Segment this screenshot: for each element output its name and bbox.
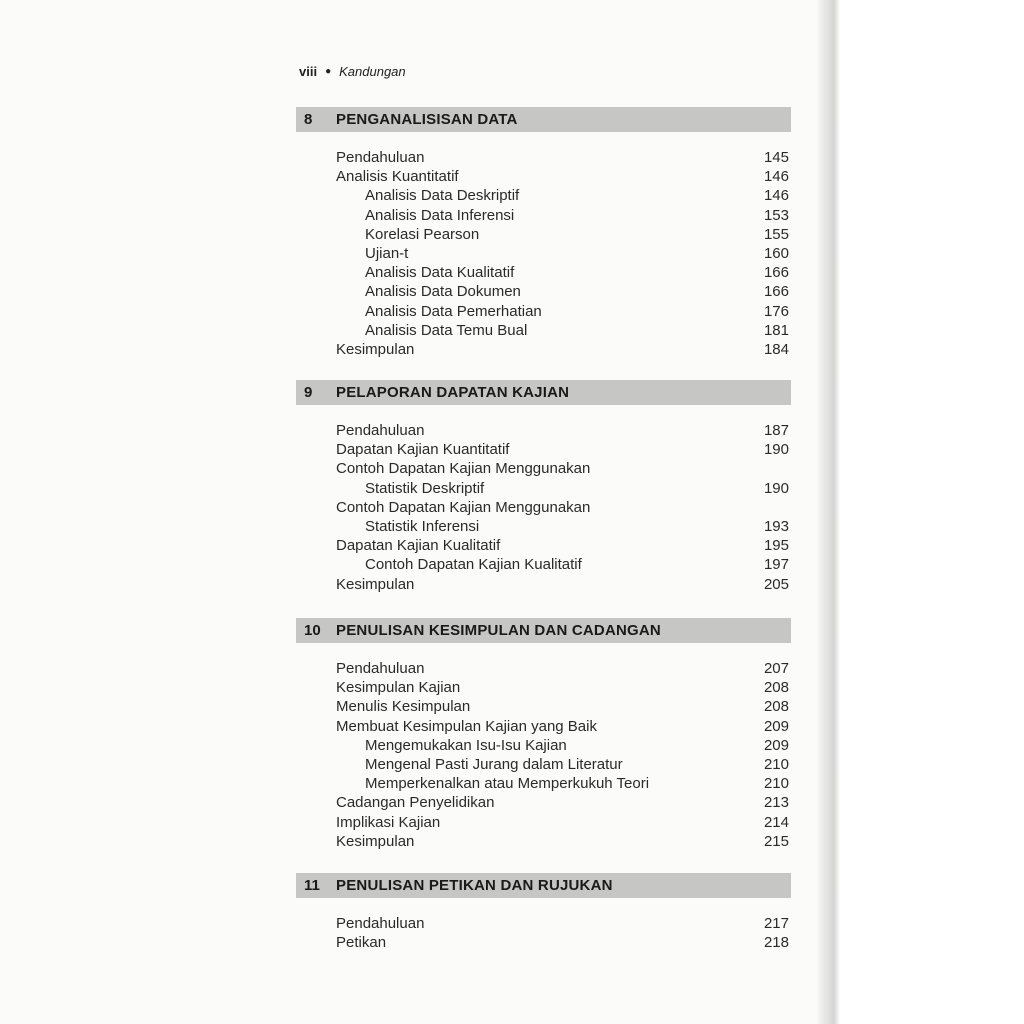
- toc-entry-label: Contoh Dapatan Kajian Menggunakan: [336, 460, 591, 478]
- toc-entry-label: Korelasi Pearson: [365, 225, 480, 243]
- toc-entry-label: Dapatan Kajian Kuantitatif: [336, 441, 510, 459]
- chapter-section: [296, 107, 791, 359]
- toc-entry: [296, 914, 791, 933]
- chapter-number: 9: [304, 384, 313, 401]
- toc-entry-page: 190: [763, 479, 789, 497]
- toc-entry: [296, 244, 791, 263]
- toc-entry-label: Petikan: [336, 934, 387, 952]
- toc-entry-page: 176: [763, 302, 789, 320]
- chapter-number: 11: [304, 877, 320, 894]
- toc-entry-label: Analisis Data Inferensi: [365, 206, 515, 224]
- toc-entry: [296, 148, 791, 167]
- toc-entry-label: Kesimpulan: [336, 340, 415, 358]
- chapter-number: 10: [304, 622, 321, 639]
- toc-entry-label: Memperkenalkan atau Memperkukuh Teori: [365, 775, 650, 793]
- chapter-number: 8: [304, 111, 313, 128]
- toc-entry-label: Menulis Kesimpulan: [336, 698, 471, 716]
- toc-entry-label: Kesimpulan Kajian: [336, 679, 461, 697]
- toc-entry-page: [749, 459, 791, 478]
- toc-entry: [296, 933, 791, 952]
- toc-entry: [296, 517, 791, 536]
- toc-entry: [296, 282, 791, 301]
- toc-entry: [296, 440, 791, 459]
- toc-entry: [296, 774, 791, 793]
- toc-entry-page: 193: [763, 517, 789, 535]
- chapter-title: PENGANALISISAN DATA: [336, 111, 518, 128]
- toc-entry-label: Pendahuluan: [336, 149, 425, 166]
- toc-entry-page: 210: [763, 755, 789, 773]
- running-head: [299, 64, 406, 79]
- toc-entry: [296, 421, 791, 440]
- toc-entry-page: 197: [763, 556, 789, 574]
- chapter-title: PENULISAN PETIKAN DAN RUJUKAN: [336, 877, 613, 894]
- toc-entry: [296, 555, 791, 574]
- toc-entry-label: Membuat Kesimpulan Kajian yang Baik: [336, 717, 597, 735]
- toc-entry-list: [296, 659, 791, 851]
- toc-entry-list: [296, 914, 791, 952]
- toc-entry-label: Contoh Dapatan Kajian Kualitatif: [365, 556, 582, 574]
- toc-entry-label: Statistik Deskriptif: [365, 479, 485, 497]
- toc-entry: [296, 263, 791, 282]
- toc-entry-page: 209: [763, 717, 789, 735]
- toc-entry-page: 160: [763, 244, 789, 262]
- toc-entry-page: 208: [763, 679, 789, 697]
- toc-entry-label: Contoh Dapatan Kajian Menggunakan: [336, 498, 591, 516]
- bullet-icon: ●: [325, 66, 332, 77]
- toc-entry: [296, 697, 791, 716]
- toc-entry: [296, 793, 791, 812]
- toc-entry: [296, 167, 791, 186]
- toc-entry-page: 214: [763, 813, 789, 831]
- toc-entry-page: 146: [763, 187, 789, 205]
- toc-entry-label: Analisis Kuantitatif: [336, 168, 459, 186]
- toc-entry-page: 145: [763, 149, 789, 166]
- toc-entry-page: 195: [763, 537, 789, 555]
- toc-entry: [296, 755, 791, 774]
- toc-entry-label: Analisis Data Pemerhatian: [365, 302, 542, 320]
- chapter-section: [296, 618, 791, 851]
- toc-entry: [296, 321, 791, 340]
- chapter-title: PELAPORAN DAPATAN KAJIAN: [336, 384, 570, 401]
- toc-entry-page: 187: [763, 422, 789, 439]
- toc-entry-label: Analisis Data Dokumen: [365, 283, 521, 301]
- toc-entry: [296, 575, 791, 594]
- chapter-header: [296, 380, 791, 405]
- toc-entry-label: Dapatan Kajian Kualitatif: [336, 537, 501, 555]
- toc-entry-page: 155: [763, 225, 789, 243]
- page-folio: viii: [299, 64, 318, 79]
- toc-entry-label: Pendahuluan: [336, 915, 425, 932]
- toc-entry-list: [296, 148, 791, 359]
- page-edge-shadow: [818, 0, 1024, 1024]
- toc-entry: [296, 186, 791, 205]
- toc-entry-page: 181: [763, 321, 789, 339]
- toc-entry: [296, 340, 791, 359]
- toc-entry-page: 217: [763, 915, 789, 932]
- running-head-title: Kandungan: [339, 64, 406, 79]
- toc-entry: [296, 459, 791, 478]
- toc-entry: [296, 659, 791, 678]
- toc-entry-label: Pendahuluan: [336, 660, 425, 677]
- toc-entry-page: 208: [763, 698, 789, 716]
- toc-entry-page: 166: [763, 264, 789, 282]
- toc-entry-page: 184: [763, 340, 789, 358]
- chapter-section: [296, 380, 791, 594]
- toc-entry: [296, 498, 791, 517]
- toc-entry-label: Cadangan Penyelidikan: [336, 794, 495, 812]
- toc-entry: [296, 736, 791, 755]
- toc-entry-page: [749, 498, 791, 517]
- toc-entry-page: 209: [763, 736, 789, 754]
- toc-entry: [296, 717, 791, 736]
- toc-entry-label: Ujian-t: [365, 244, 409, 262]
- toc-entry-page: 213: [763, 794, 789, 812]
- toc-entry-label: Analisis Data Temu Bual: [365, 321, 528, 339]
- toc-entry-page: 153: [763, 206, 789, 224]
- toc-entry-label: Kesimpulan: [336, 575, 415, 593]
- toc-entry: [296, 479, 791, 498]
- toc-entry: [296, 678, 791, 697]
- toc-entry-page: 166: [763, 283, 789, 301]
- toc-entry-label: Mengemukakan Isu-Isu Kajian: [365, 736, 567, 754]
- toc-entry: [296, 813, 791, 832]
- chapter-section: [296, 873, 791, 952]
- toc-entry-label: Analisis Data Deskriptif: [365, 187, 520, 205]
- toc-entry-page: 205: [763, 575, 789, 593]
- toc-entry-label: Kesimpulan: [336, 832, 415, 850]
- chapter-title: PENULISAN KESIMPULAN DAN CADANGAN: [336, 622, 661, 639]
- toc-entry: [296, 536, 791, 555]
- toc-entry-list: [296, 421, 791, 594]
- toc-entry-label: Mengenal Pasti Jurang dalam Literatur: [365, 755, 623, 773]
- toc-entry-page: 218: [763, 934, 789, 952]
- toc-entry-page: 190: [763, 441, 789, 459]
- toc-entry-page: 207: [763, 660, 789, 677]
- chapter-header: [296, 107, 791, 132]
- toc-entry-page: 210: [763, 775, 789, 793]
- toc-entry: [296, 302, 791, 321]
- toc-entry-label: Statistik Inferensi: [365, 517, 480, 535]
- toc-entry-label: Implikasi Kajian: [336, 813, 441, 831]
- toc-entry-label: Analisis Data Kualitatif: [365, 264, 515, 282]
- chapter-header: [296, 618, 791, 643]
- toc-entry-page: 215: [763, 832, 789, 850]
- toc-entry: [296, 225, 791, 244]
- toc-entry-page: 146: [763, 168, 789, 186]
- toc-entry: [296, 832, 791, 851]
- chapter-header: [296, 873, 791, 898]
- toc-entry: [296, 206, 791, 225]
- toc-entry-label: Pendahuluan: [336, 422, 425, 439]
